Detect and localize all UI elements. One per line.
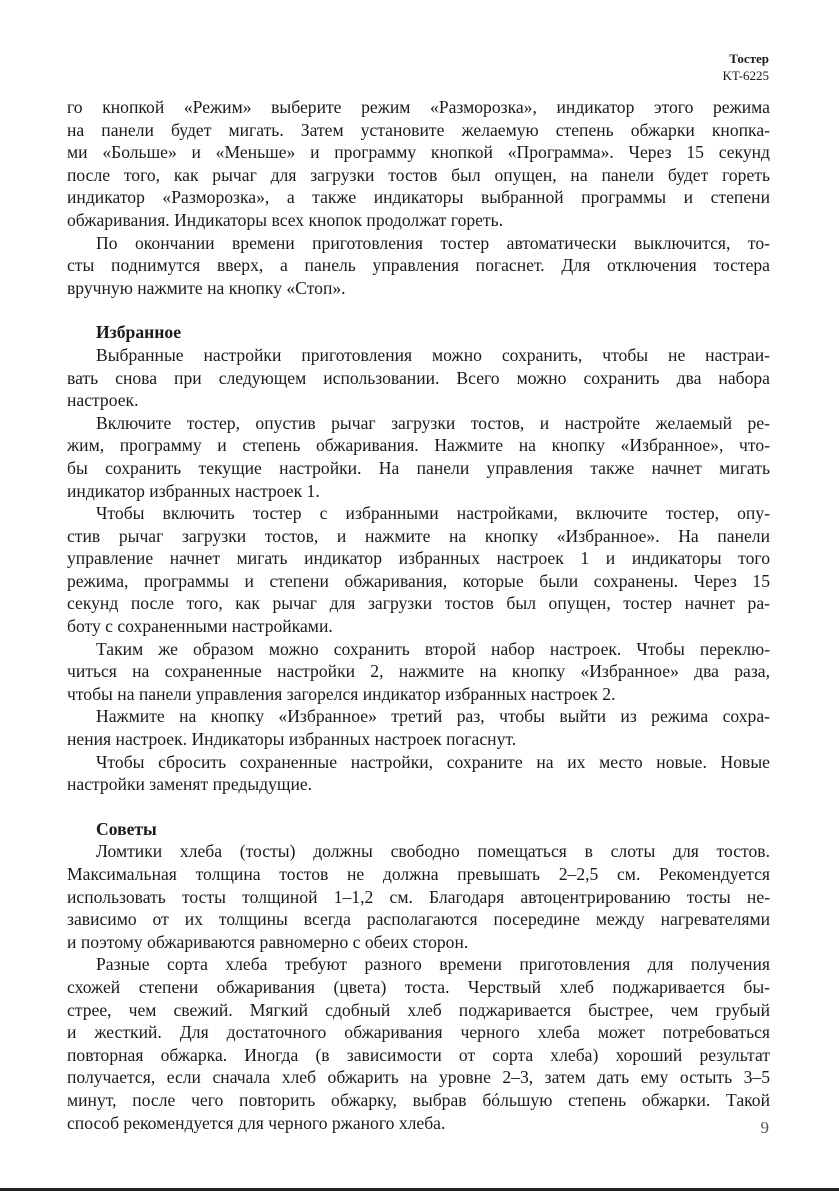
text-line: режима, программы и степени обжаривания, которые были сохранены. Через 15 <box>67 570 770 591</box>
text-line: чтобы на панели управления загорелся индикатор избранных настроек 2. <box>67 683 616 704</box>
text-line: вать снова при следующем использовании. Всего можно сохранить два набора <box>67 367 770 388</box>
text-line: стив рычаг загрузки тостов, и нажмите на кнопку «Избранное». На панели <box>67 525 770 546</box>
section-text <box>67 840 770 1134</box>
text-line: зависимо от их толщины всегда располагаются посередине между нагревателями <box>67 909 770 930</box>
text-line: Ломтики хлеба (тосты) должны свободно помещаться в слоты для тостов. <box>96 841 770 862</box>
bottom-rule <box>0 1188 839 1191</box>
text-line: сты поднимутся вверх, а панель управления погаснет. Для отключения тостера <box>67 255 770 276</box>
text-line: вручную нажмите на кнопку «Стоп». <box>67 277 346 298</box>
text-line: и жесткий. Для достаточного обжаривания черного хлеба может потребоваться <box>67 1022 770 1043</box>
text-line: минут, после чего повторить обжарку, выбрав бóльшую степень обжарки. Такой <box>67 1089 770 1110</box>
text-line: боту с сохраненными настройками. <box>67 616 333 637</box>
text-line: после того, как рычаг для загрузки тостов был опущен, на панели будет гореть <box>67 164 770 185</box>
text-line: Разные сорта хлеба требуют разного времени приготовления для получения <box>96 954 770 975</box>
section-text <box>67 96 770 299</box>
text-line: Включите тостер, опустив рычаг загрузки тостов, и настройте желаемый ре- <box>96 412 770 433</box>
text-line: Максимальная толщина тостов не должна превышать 2–2,5 см. Рекомендуется <box>67 864 770 884</box>
page-body <box>67 96 770 1134</box>
text-line: индикатор избранных настроек 1. <box>67 480 320 501</box>
text-line: использовать тосты толщиной 1–1,2 см. Благодаря автоцентрированию тосты не- <box>67 886 770 907</box>
text-line: повторная обжарка. Иногда (в зависимости от сорта хлеба) хороший результат <box>67 1044 770 1065</box>
text-line: ми «Больше» и «Меньше» и программу кнопкой «Программа». Через 15 секунд <box>67 142 770 163</box>
text-line: способ рекомендуется для черного ржаного хлеба. <box>67 1112 446 1133</box>
section-heading-tips: Советы <box>96 818 157 839</box>
text-line: индикатор «Разморозка», а также индикаторы выбранной программы и степени <box>67 187 770 208</box>
text-line: По окончании времени приготовления тостер автоматически выключится, то- <box>96 232 770 253</box>
section-gap <box>67 796 770 818</box>
section-heading-favorites: Избранное <box>96 322 182 343</box>
section-intro <box>67 96 770 299</box>
text-line: схожей степени обжаривания (цвета) тоста. Черствый хлеб поджаривается бы- <box>67 976 770 997</box>
text-line: нения настроек. Индикаторы избранных настроек погаснут. <box>67 729 517 750</box>
text-line: Таким же образом можно сохранить второй набор настроек. Чтобы переклю- <box>96 638 770 659</box>
section-text <box>67 344 770 796</box>
section-tips <box>67 818 770 1134</box>
section-gap <box>67 299 770 321</box>
text-line: на панели будет мигать. Затем установите желаемую степень обжарки кнопка- <box>67 119 770 140</box>
text-line: Чтобы сбросить сохраненные настройки, сохраните на их место новые. Новые <box>96 751 770 772</box>
text-line: Нажмите на кнопку «Избранное» третий раз, чтобы выйти из режима сохра- <box>96 706 770 727</box>
text-line: управление начнет мигать индикатор избранных настроек 1 и индикаторы того <box>67 548 770 569</box>
text-line: обжаривания. Индикаторы всех кнопок продолжат гореть. <box>67 209 504 230</box>
page-number: 9 <box>760 1118 769 1137</box>
text-line: бы сохранить текущие настройки. На панели управления также начнет мигать <box>67 457 770 478</box>
text-line: настроек. <box>67 390 139 411</box>
text-line: получается, если сначала хлеб обжарить на уровне 2–3, затем дать ему остыть 3–5 <box>67 1067 770 1088</box>
text-line: читься на сохраненные настройки 2, нажмите на кнопку «Избранное» два раза, <box>67 661 770 682</box>
header-title: Тостер <box>729 51 769 66</box>
text-line: Выбранные настройки приготовления можно сохранить, чтобы не настраи- <box>96 344 770 365</box>
text-line: настройки заменят предыдущие. <box>67 774 313 795</box>
running-header <box>723 50 769 84</box>
section-favorites <box>67 321 770 795</box>
text-line: стрее, чем свежий. Мягкий сдобный хлеб поджаривается быстрее, чем грубый <box>67 999 770 1020</box>
text-line: жим, программу и степень обжаривания. Нажмите на кнопку «Избранное», что- <box>67 435 770 456</box>
text-line: Чтобы включить тостер с избранными настройками, включите тостер, опу- <box>96 503 770 524</box>
text-line: и поэтому обжариваются равномерно с обеих сторон. <box>67 931 469 952</box>
text-line: го кнопкой «Режим» выберите режим «Разморозка», индикатор этого режима <box>67 97 770 117</box>
header-model: KT-6225 <box>722 68 769 83</box>
text-line: секунд после того, как рычаг для загрузки тостов был опущен, тостер начнет ра- <box>67 593 770 614</box>
